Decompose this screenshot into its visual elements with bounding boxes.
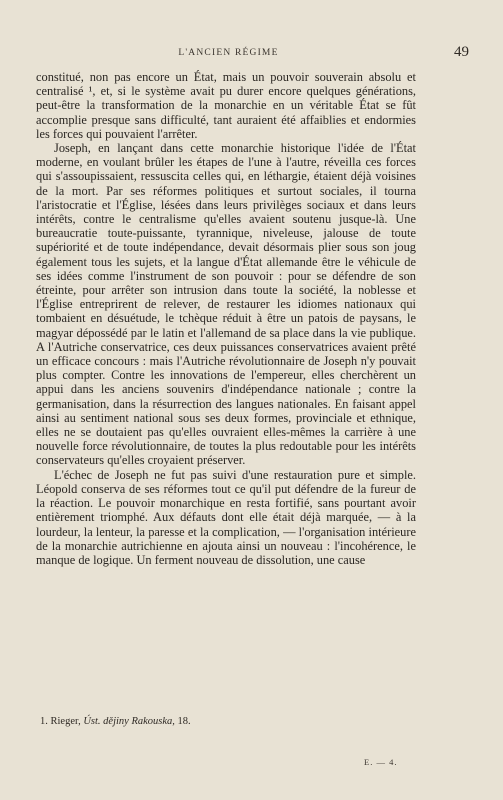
signature-mark: E. — 4. [364,757,398,767]
footnote-work: Úst. dějiny Rakouska, [83,716,175,727]
page-number: 49 [454,44,469,60]
footnote-page: 18. [177,716,191,727]
body-text [36,70,416,567]
paragraph-joseph: Joseph, en lançant dans cette monarchie historique l'idée de l'État moderne, en voulant brûler les étapes de l'une à l'autre, réveilla ces forces qui s'assoupissaient, ressuscita celles qui, en léthargie, étaient déjà voisines de la mort. Par ses réformes politiques et surtout sociales, il tourna l'aristocratie et l'Église, lésées dans leurs privilèges sociaux et dans leurs intérêts, contre le centralisme qu'elles avaient soutenu jusque-là. Une bureaucratie toute-puissante, tyrannique, niveleuse, jalouse de toute supériorité et de toute indépendance, devait désormais plier sous son joug également tous les sujets, et la langue d'État allemande être le véhicule de ses idées comme l'instrument de son pouvoir : pour se défendre de son étreinte, pour arrêter son intrusion dans toute la société, la noblesse et l'Église entreprirent de relever, de restaurer les idiomes nationaux qui tombaient en désuétude, le tchèque réduit à être un patois de paysans, le magyar dépossédé par le latin et l'allemand de sa place dans la vie publique. A l'Autriche conservatrice, ces deux puissances conservatrices avaient prêté un efficace concours : mais l'Autriche révolutionnaire de Joseph n'y pouvait plus compter. Contre les innovations de l'empereur, elles cherchèrent un appui dans les anciens souvenirs d'indépendance nationale ; contre la germanisation, dans la résurrection des langues nationales. En faisant appel ainsi au sentiment national sous ses deux formes, provinciale et ethnique, elles ne se doutaient pas qu'elles ouvraient elles-mêmes la carrière à une nouvelle force révolutionnaire, de toutes la plus redoutable pour les intérêts conservateurs qu'elles croyaient préserver. [36,141,416,468]
page-header [36,44,469,64]
footnote-author: Rieger, [50,716,81,727]
footnote-marker: 1. [40,716,48,727]
running-title: L'ANCIEN RÉGIME [178,48,279,58]
paragraph-echec: L'échec de Joseph ne fut pas suivi d'une restauration pure et simple. Léopold conserva de ses réformes tout ce qu'il put défendre de la fureur de la réaction. Le pouvoir monarchique en resta fortifié, sans pourtant avoir entièrement triomphé. Aux défauts dont elle était déjà marquée, — à la lourdeur, la lenteur, la paresse et la complication, — l'organisation intérieure de la monarchie autrichienne en ajouta ainsi un nouveau : l'incohérence, le manque de logique. Un ferment nouveau de dissolution, une cause [36,467,416,567]
footnote [40,716,420,727]
paragraph-continuation: constitué, non pas encore un État, mais un pouvoir souverain absolu et centralisé ¹, et, si le système avait pu durer encore quelques générations, peut-être la transformation de la monarchie en un véritable État se fût accomplie presque sans difficulté, tant auraient été affaiblies et endormies les forces qui pouvaient l'arrêter. [36,70,416,141]
